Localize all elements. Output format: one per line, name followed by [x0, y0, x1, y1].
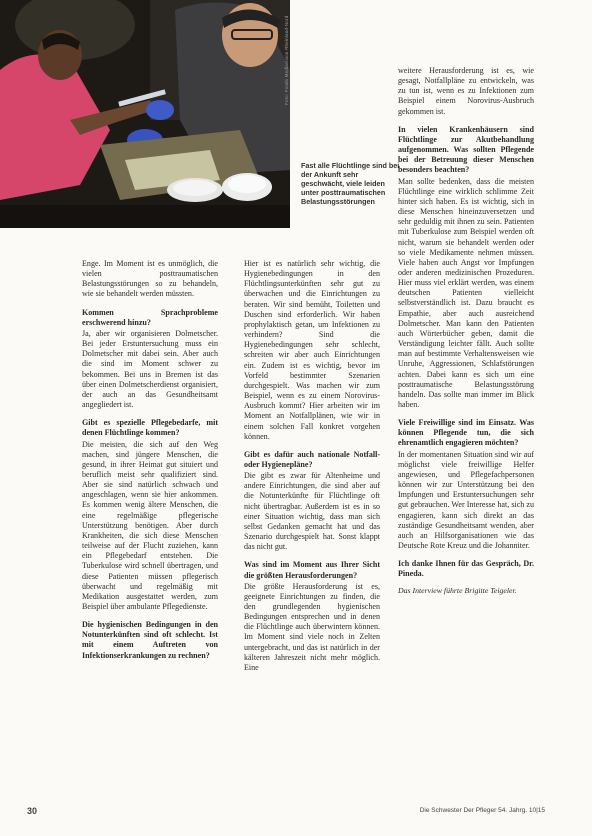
body-paragraph: Hier ist es natürlich sehr wichtig, die Hygienebedingungen in den Flüchtlingsunterkünften sehr gut zu überwachen und die Einrichtungen zu beraten. Wir sind bemüht, Toiletten und Duschen sind erforderlich. Wir haben prophylaktisch getan, um Infektionen zu verhindern? Sind die Hygienebedingungen sehr schlecht, schreiten wir aber auch Einrichtungen ein. Zudem ist es wichtig, bevor im Vorfeld bestimmter Szenarien durchgespielt. Was machen wir zum Beispiel, wenn es zu einem Norovirus-Ausbruch kommt? Hier arbeiten wir im Moment an Notfallplänen, wie wir in einem solchen Fall konkret vorgehen können.	[244, 259, 380, 441]
article-column-1	[82, 259, 218, 662]
body-paragraph: weitere Herausforderung ist es, wie gesagt, Notfallpläne zu entwickeln, was zu tun ist, wenn es zu Infektionen zum Beispiel einem Norovirus-Ausbruch gekommen ist.	[398, 66, 534, 116]
body-paragraph: Man sollte bedenken, dass die meisten Flüchtlinge eine wirklich schlimme Zeit hinter sich haben. Es ist wichtig, sich in diese Menschen hineinzuversetzen und sehr geduldig mit ihnen zu sein. Patienten mit Tuberkulose zum Beispiel werden oft nicht, warum sie behandelt werden oder so viele Medikamente nehmen müssen. Viele haben auch Angst vor Impfungen oder anderen medizinischen Prozeduren. Hier muss viel erklärt werden, was einem deutschen Patienten vielleicht selbstverständlich ist. Dazu braucht es Empathie, aber auch ausreichend Dolmetscher. Man kann den Patienten auch Wörterbücher geben, damit die Verständigung leichter fällt. Auch sollte man auf bestimmte Verhaltensweisen wie Unruhe, Aggressionen, Schlafstörungen achten. Dabei kann es sich um eine posttraumatische Belastungsstörung handeln. Das sollte man immer im Blick haben.	[398, 176, 534, 409]
interview-question: Viele Freiwillige sind im Einsatz. Was können Pflegende tun, die sich ehrenamtlich engagieren möchten?	[398, 418, 534, 448]
magazine-footer: Die Schwester Der Pfleger 54. Jahrg. 10|15	[419, 807, 545, 814]
interview-question: Ich danke Ihnen für das Gespräch, Dr. Pineda.	[398, 559, 534, 579]
page-number: 30	[27, 806, 38, 816]
interview-credit: Das Interview führte Brigitte Teigeler.	[398, 585, 517, 595]
body-paragraph: In der momentanen Situation sind wir auf möglichst viele freiwillige Helfer angewiesen, und Pflegefachpersonen können wir zur Unterstützung bei den Impfungen und Erstuntersuchungen sehr gut gebrauchen. Wer Interesse hat, sich zu engagieren, kann sich direkt an das zuständige Gesundheitsamt wenden, aber auch an Hilfsorganisationen wie das Deutsche Rote Kreuz und die Johanniter.	[398, 449, 534, 551]
photo-credit: Foto: Fonds Mediavision Rheinland-Nord	[284, 15, 289, 105]
article-column-2	[244, 259, 380, 681]
interview-question: Die hygienischen Bedingungen in den Notunterkünften sind oft schlecht. Ist mit einem Auftreten von Infektionserkrankungen zu rechnen?	[82, 620, 218, 660]
interview-question: Gibt es dafür auch nationale Notfall- oder Hygienepläne?	[244, 449, 380, 469]
article-photo	[0, 0, 290, 228]
interview-question: Gibt es spezielle Pflegebedarfe, mit denen Flüchtlinge kommen?	[82, 418, 218, 438]
body-paragraph: Ja, aber wir organisieren Dolmetscher. Bei jeder Erstuntersuchung muss ein Dolmetscher mit dabei sein. Aber auch die sind im Moment schwer zu bekommen. Bei uns in Bremen ist das über einen Dolmetscherdienst organisiert, der auch an das Gesundheitsamt angegliedert ist.	[82, 328, 218, 410]
photo-image	[0, 0, 290, 228]
article-column-3	[398, 66, 534, 604]
interview-question: In vielen Krankenhäusern sind Flüchtlinge zur Akutbehandlung aufgenommen. Was sollten Pflegende bei der Betreuung dieser Menschen besonders beachten?	[398, 124, 534, 175]
photo-caption: Fast alle Flüchtlinge sind bei der Ankunft sehr geschwächt, viele leiden unter posttraumatischen Belastungsstörungen	[301, 161, 400, 206]
interview-question: Was sind im Moment aus Ihrer Sicht die größten Herausforderungen?	[244, 560, 380, 580]
interview-question: Kommen Sprachprobleme erschwerend hinzu?	[82, 307, 218, 327]
body-paragraph: Die meisten, die sich auf den Weg machen, sind jüngere Menschen, die gesund, in ihrer Heimat gut situiert und beruflich meist sehr qualifiziert sind. Aber sie sind natürlich schwach und angeschlagen, wenn sie hier ankommen. Es kommen wenig ältere Menschen, die eine regelmäßige pflegerische Unterstützung benötigen. Aber durch Krankheiten, die sich diese Menschen teilweise auf der Flucht zuziehen, kann ein Pflegebedarf entstehen. Die Tuberkulose wird schnell übertragen, und diese Patienten müssen pflegerisch überwacht und regelmäßig mit Medikation ausgestattet werden, zum Beispiel über ambulante Pflegedienste.	[82, 439, 218, 611]
body-paragraph: Die größte Herausforderung ist es, geeignete Einrichtungen zu finden, die den grundlegenden hygienischen Bedingungen entsprechen und in denen die Flüchtlinge auch überwintern können. Im Moment sind viele noch in Zelten untergebracht, und das ist natürlich in der kälteren Jahreszeit nicht mehr möglich. Eine	[244, 581, 380, 672]
body-paragraph: Enge. Im Moment ist es unmöglich, die vielen posttraumatischen Belastungsstörungen so zu behandeln, wie sie behandelt werden müssten.	[82, 259, 218, 299]
body-paragraph: Die gibt es zwar für Altenheime und andere Einrichtungen, die sind aber auf die Notunterkünfte für Flüchtlinge oft nicht übertragbar. Außerdem ist es in so einer Situation wichtig, dass man sich selbst Gedanken gemacht hat und das Szenario durchgespielt hat. Sonst klappt das nicht gut.	[244, 471, 380, 552]
